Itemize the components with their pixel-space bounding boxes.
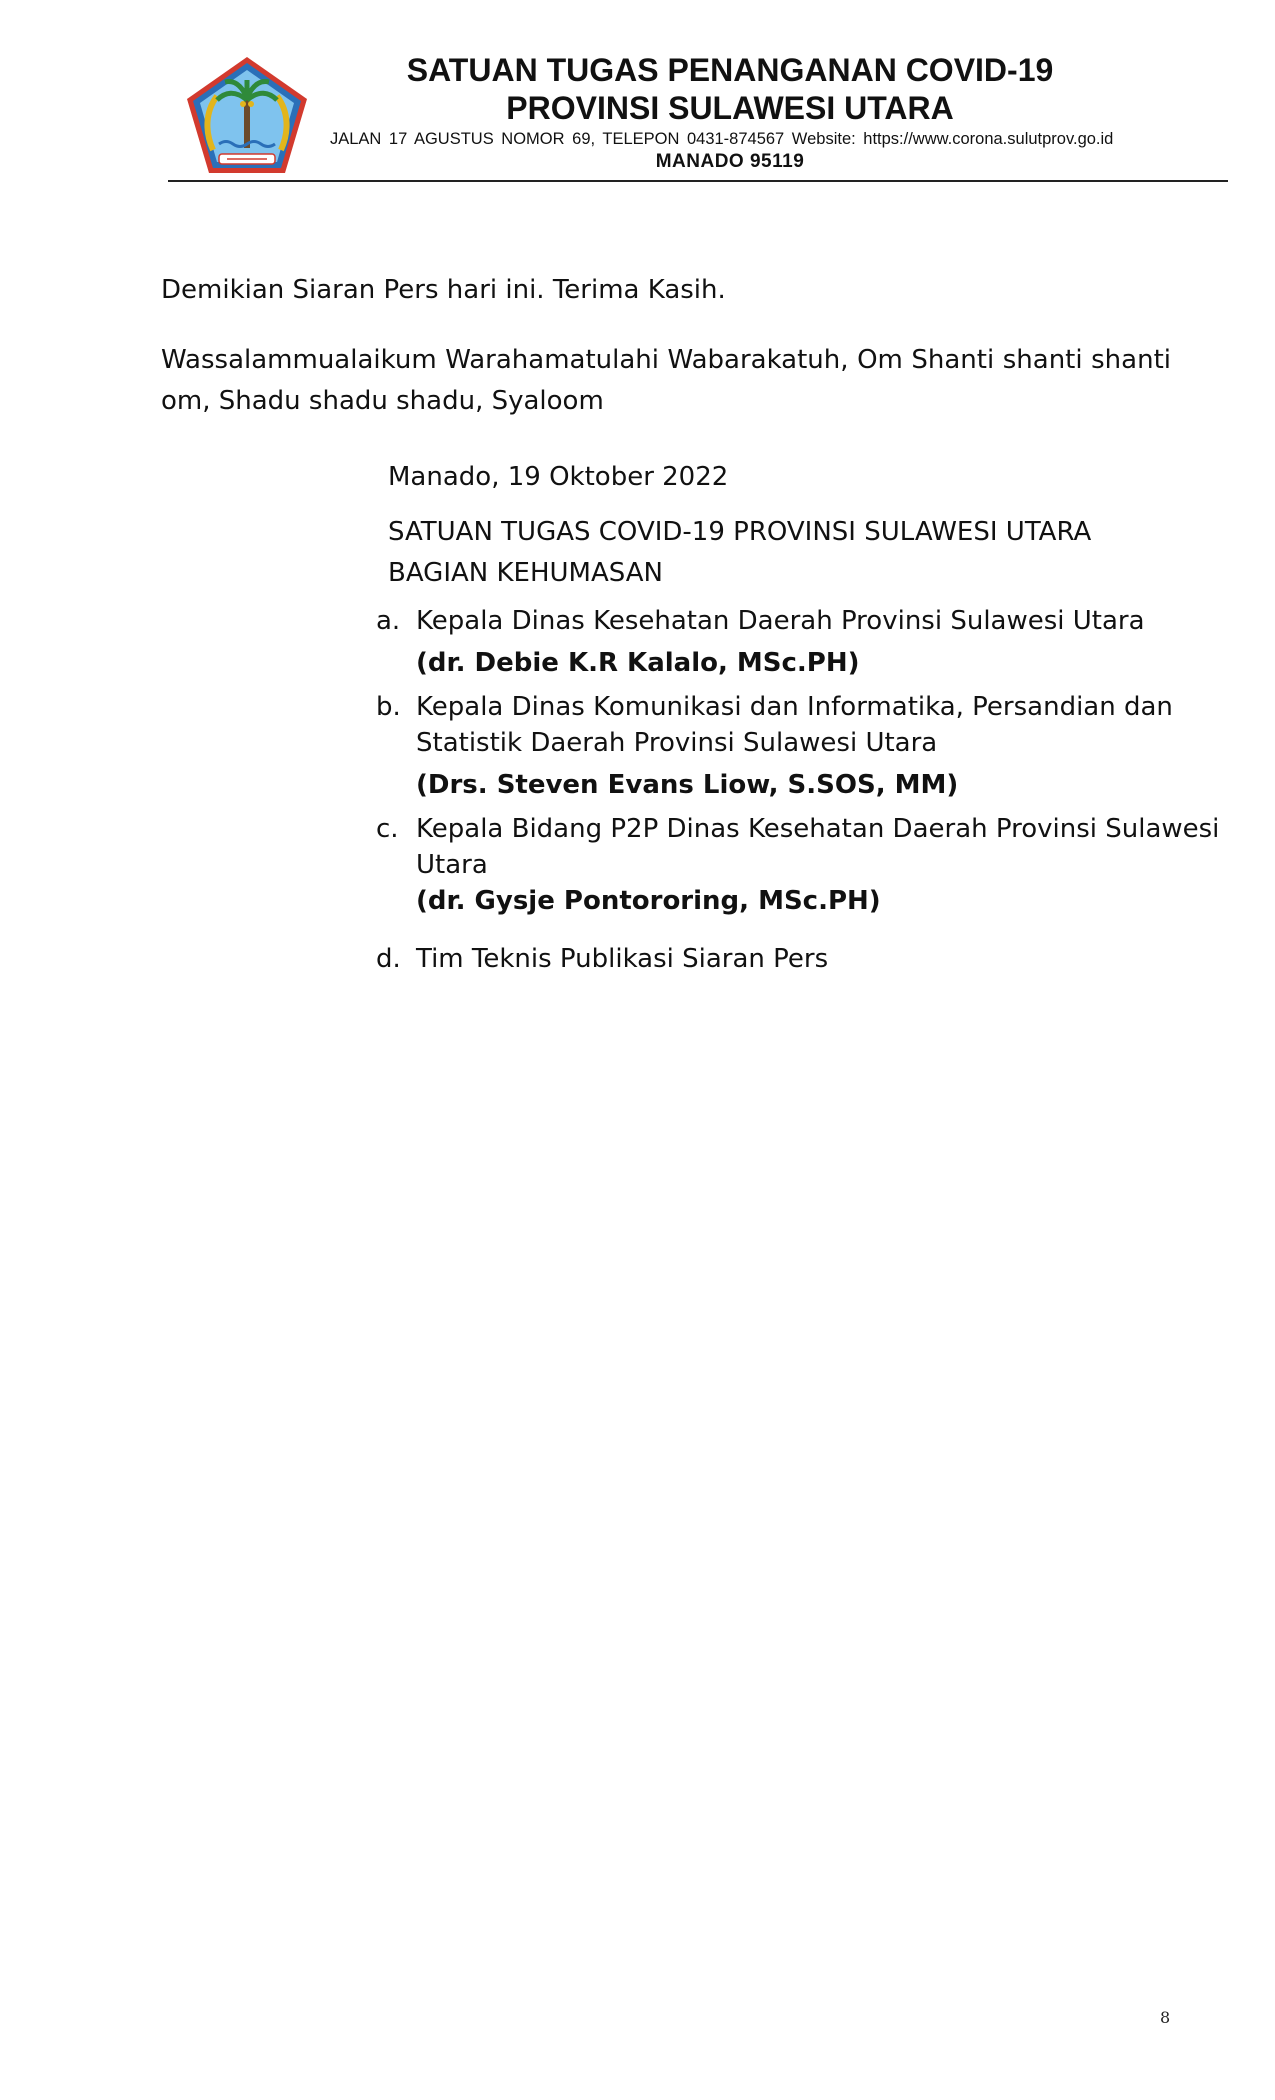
recipients-list [376, 603, 1236, 977]
letterhead-city: MANADO 95119 [655, 151, 805, 172]
list-marker: b. [376, 692, 401, 722]
list-item [376, 811, 1236, 919]
list-marker: d. [376, 944, 401, 974]
letterhead-divider [168, 180, 1228, 182]
provincial-emblem-icon [183, 54, 311, 178]
list-item [376, 603, 1236, 681]
recipient-name: (dr. Gysje Pontororing, MSc.PH) [416, 886, 881, 916]
letterhead-title: SATUAN TUGAS PENANGANAN COVID-19 [406, 52, 1054, 88]
signature-date: Manado, 19 Oktober 2022 [388, 462, 729, 492]
closing-greeting: Wassalammualaikum Warahamatulahi Wabarakatuh, Om Shanti shanti shanti om, Shadu shadu shadu, Syaloom [161, 345, 1171, 416]
recipient-title: Tim Teknis Publikasi Siaran Pers [416, 944, 829, 974]
recipient-title: Kepala Dinas Komunikasi dan Informatika, Persandian dan Statistik Daerah Provinsi Sulawesi Utara [416, 692, 1173, 758]
letterhead-address: JALAN 17 AGUSTUS NOMOR 69, TELEPON 0431-874567 Website: https://www.corona.sulutprov.go.id [330, 130, 1114, 148]
list-marker: a. [376, 606, 401, 636]
signature-org-line1: SATUAN TUGAS COVID-19 PROVINSI SULAWESI UTARA [388, 517, 1092, 547]
recipient-title: Kepala Bidang P2P Dinas Kesehatan Daerah Provinsi Sulawesi Utara [416, 814, 1220, 880]
list-marker: c. [376, 814, 399, 844]
signature-organization [388, 512, 1228, 594]
letterhead-subtitle: PROVINSI SULAWESI UTARA [506, 90, 954, 126]
list-item [376, 941, 1236, 977]
signature-org-line2: BAGIAN KEHUMASAN [388, 558, 663, 588]
closing-statement: Demikian Siaran Pers hari ini. Terima Kasih. [161, 275, 726, 305]
recipient-name: (dr. Debie K.R Kalalo, MSc.PH) [416, 648, 860, 678]
page-number: 8 [1160, 2008, 1171, 2027]
letterhead [0, 0, 1275, 190]
recipient-name: (Drs. Steven Evans Liow, S.SOS, MM) [416, 770, 959, 800]
list-item [376, 689, 1236, 803]
recipient-title: Kepala Dinas Kesehatan Daerah Provinsi Sulawesi Utara [416, 606, 1145, 636]
signature-block [388, 457, 1228, 594]
